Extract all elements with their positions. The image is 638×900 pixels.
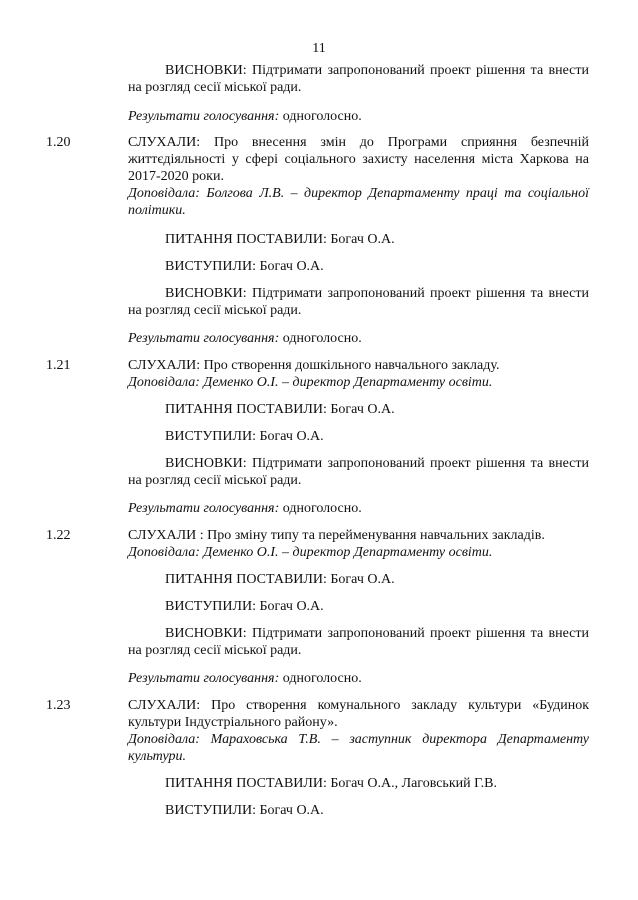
voting-result bbox=[128, 500, 589, 517]
heard-label: СЛУХАЛИ: bbox=[128, 135, 201, 150]
heard-paragraph bbox=[128, 357, 589, 374]
conclusions-label: ВИСНОВКИ: bbox=[165, 63, 247, 78]
page-number: 11 bbox=[312, 41, 326, 56]
questions-paragraph bbox=[128, 401, 589, 418]
speaker-label: Доповідала: bbox=[128, 545, 200, 560]
item-number: 1.23 bbox=[46, 698, 71, 713]
voting-result-label: Результати голосування: bbox=[128, 671, 280, 686]
questions-paragraph bbox=[128, 775, 589, 792]
voting-result-label: Результати голосування: bbox=[128, 501, 280, 516]
heard-text: Про створення комунального закладу культури «Будинок культури Індустріального району». bbox=[128, 698, 590, 730]
voting-result-text: одноголосно. bbox=[282, 501, 362, 516]
conclusions-text: Підтримати запропонований проект рішення та внести на розгляд сесії міської ради. bbox=[128, 626, 589, 658]
voting-result-text: одноголосно. bbox=[282, 671, 362, 686]
spoke-label: ВИСТУПИЛИ: bbox=[165, 599, 256, 614]
conclusions-paragraph bbox=[128, 455, 589, 489]
heard-text: Про створення дошкільного навчального закладу. bbox=[203, 358, 500, 373]
spoke-paragraph bbox=[128, 802, 589, 819]
questions-paragraph bbox=[128, 571, 589, 588]
voting-result bbox=[128, 108, 589, 125]
speaker-paragraph bbox=[128, 731, 589, 765]
spoke-text: Богач О.А. bbox=[259, 599, 324, 614]
conclusions-label: ВИСНОВКИ: bbox=[165, 286, 247, 301]
questions-label: ПИТАННЯ ПОСТАВИЛИ: bbox=[165, 776, 327, 791]
spoke-label: ВИСТУПИЛИ: bbox=[165, 803, 256, 818]
questions-text: Богач О.А. bbox=[330, 572, 395, 587]
speaker-label: Доповідала: bbox=[128, 375, 200, 390]
conclusions-paragraph bbox=[128, 285, 589, 319]
heard-text: Про внесення змін до Програми сприяння безпечній життєдіяльності у сфері соціального захисту населення міста Харкова на 2017-2020 роки. bbox=[128, 135, 589, 184]
spoke-text: Богач О.А. bbox=[259, 803, 324, 818]
speaker-text: Болгова Л.В. – директор Департаменту праці та соціальної політики. bbox=[128, 186, 589, 218]
speaker-text: Деменко О.І. – директор Департаменту освіти. bbox=[203, 375, 493, 390]
heard-paragraph bbox=[128, 697, 589, 731]
questions-paragraph bbox=[128, 231, 589, 248]
voting-result bbox=[128, 330, 589, 347]
speaker-label: Доповідала: bbox=[128, 186, 200, 201]
speaker-text: Мараховська Т.В. – заступник директора Департаменту культури. bbox=[128, 732, 590, 764]
heard-text: Про зміну типу та перейменування навчальних закладів. bbox=[207, 528, 545, 543]
conclusions-text: Підтримати запропонований проект рішення та внести на розгляд сесії міської ради. bbox=[128, 286, 589, 318]
spoke-label: ВИСТУПИЛИ: bbox=[165, 259, 256, 274]
conclusions-text: Підтримати запропонований проект рішення та внести на розгляд сесії міської ради. bbox=[128, 456, 589, 488]
speaker-paragraph bbox=[128, 185, 589, 219]
voting-result bbox=[128, 670, 589, 687]
speaker-text: Деменко О.І. – директор Департаменту освіти. bbox=[203, 545, 493, 560]
spoke-label: ВИСТУПИЛИ: bbox=[165, 429, 256, 444]
spoke-paragraph bbox=[128, 428, 589, 445]
spoke-text: Богач О.А. bbox=[259, 429, 324, 444]
heard-paragraph bbox=[128, 527, 589, 544]
questions-label: ПИТАННЯ ПОСТАВИЛИ: bbox=[165, 402, 327, 417]
voting-result-label: Результати голосування: bbox=[128, 331, 280, 346]
heard-paragraph bbox=[128, 134, 589, 185]
voting-result-text: одноголосно. bbox=[282, 331, 362, 346]
questions-text: Богач О.А., Лаговський Г.В. bbox=[330, 776, 497, 791]
conclusions-label: ВИСНОВКИ: bbox=[165, 626, 247, 641]
questions-label: ПИТАННЯ ПОСТАВИЛИ: bbox=[165, 232, 327, 247]
voting-result-text: одноголосно. bbox=[282, 109, 362, 124]
heard-label: СЛУХАЛИ: bbox=[128, 698, 201, 713]
voting-result-label: Результати голосування: bbox=[128, 109, 280, 124]
questions-label: ПИТАННЯ ПОСТАВИЛИ: bbox=[165, 572, 327, 587]
conclusions-text: Підтримати запропонований проект рішення та внести на розгляд сесії міської ради. bbox=[128, 63, 589, 95]
spoke-text: Богач О.А. bbox=[259, 259, 324, 274]
spoke-paragraph bbox=[128, 258, 589, 275]
questions-text: Богач О.А. bbox=[330, 402, 395, 417]
conclusions-label: ВИСНОВКИ: bbox=[165, 456, 247, 471]
speaker-paragraph bbox=[128, 374, 589, 391]
item-number: 1.21 bbox=[46, 358, 71, 373]
spoke-paragraph bbox=[128, 598, 589, 615]
questions-text: Богач О.А. bbox=[330, 232, 395, 247]
heard-label: СЛУХАЛИ: bbox=[128, 358, 201, 373]
speaker-label: Доповідала: bbox=[128, 732, 200, 747]
speaker-paragraph bbox=[128, 544, 589, 561]
conclusions-paragraph bbox=[128, 625, 589, 659]
heard-label: СЛУХАЛИ : bbox=[128, 528, 204, 543]
item-number: 1.20 bbox=[46, 135, 71, 150]
item-number: 1.22 bbox=[46, 528, 71, 543]
conclusions-paragraph bbox=[128, 62, 589, 96]
